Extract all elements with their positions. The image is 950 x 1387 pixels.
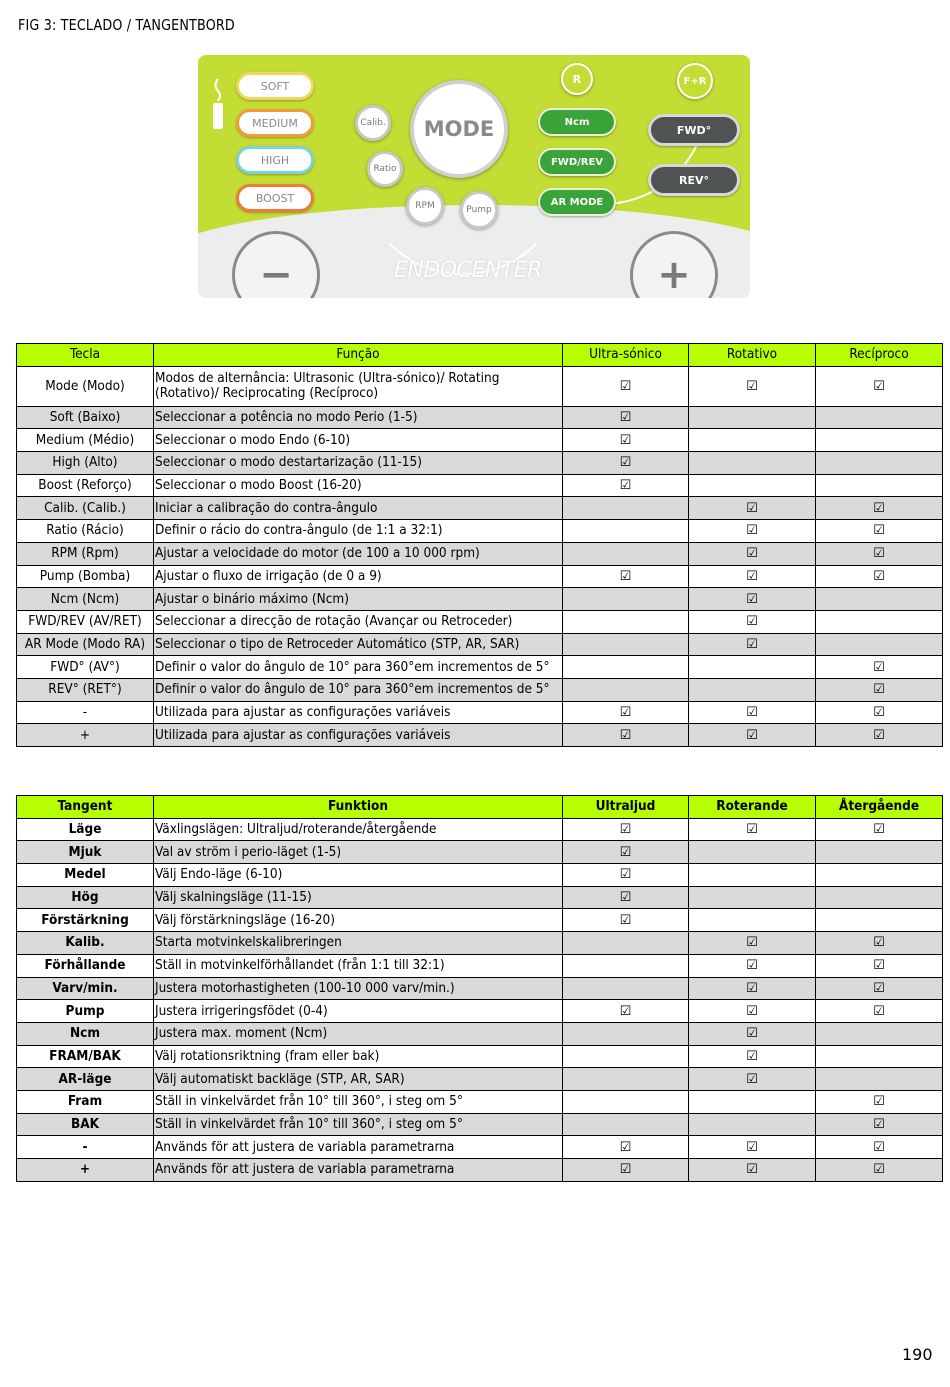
key-cell: Fram bbox=[17, 1090, 154, 1113]
key-cell: REV° (RET°) bbox=[17, 678, 154, 701]
reciprocating-check-cell bbox=[816, 633, 943, 656]
reciprocating-check-cell: ☑ bbox=[816, 818, 943, 841]
key-cell: Boost (Reforço) bbox=[17, 474, 154, 497]
rotating-check-cell bbox=[689, 886, 816, 909]
ultrasonic-check-cell bbox=[563, 1090, 689, 1113]
rotating-check-cell bbox=[689, 474, 816, 497]
rotating-check-cell: ☑ bbox=[689, 818, 816, 841]
ultrasonic-check-cell bbox=[563, 610, 689, 633]
reciprocating-check-cell bbox=[816, 1022, 943, 1045]
function-cell: Seleccionar o modo Endo (6-10) bbox=[154, 429, 563, 452]
table-row bbox=[17, 977, 943, 1000]
ultrasonic-check-cell bbox=[563, 542, 689, 565]
ultrasonic-check-cell bbox=[563, 932, 689, 955]
table-row bbox=[17, 1113, 943, 1136]
table-row bbox=[17, 909, 943, 932]
ultrasonic-check-cell bbox=[563, 633, 689, 656]
key-cell: FWD/REV (AV/RET) bbox=[17, 610, 154, 633]
key-cell: Varv/min. bbox=[17, 977, 154, 1000]
rotating-check-cell bbox=[689, 864, 816, 887]
rotating-check-cell: ☑ bbox=[689, 932, 816, 955]
rotating-check-cell: ☑ bbox=[689, 1022, 816, 1045]
function-cell: Används för att justera de variabla parametrarna bbox=[154, 1159, 563, 1182]
ultrasonic-check-cell: ☑ bbox=[563, 474, 689, 497]
table-row bbox=[17, 588, 943, 611]
page-number: 190 bbox=[902, 1345, 933, 1364]
key-cell: - bbox=[17, 1136, 154, 1159]
rotating-check-cell: ☑ bbox=[689, 1159, 816, 1182]
key-cell: Förstärkning bbox=[17, 909, 154, 932]
function-cell: Definir o rácio do contra-ângulo (de 1:1 a 32:1) bbox=[154, 520, 563, 543]
rotating-check-cell bbox=[689, 656, 816, 679]
ultrasonic-check-cell bbox=[563, 1022, 689, 1045]
ultrasonic-check-cell: ☑ bbox=[563, 886, 689, 909]
col-header-key: Tangent bbox=[17, 796, 154, 819]
ultrasonic-check-cell: ☑ bbox=[563, 864, 689, 887]
function-cell: Används för att justera de variabla parametrarna bbox=[154, 1136, 563, 1159]
key-cell: Medel bbox=[17, 864, 154, 887]
calib-button[interactable]: Calib. bbox=[355, 105, 391, 141]
ultrasonic-check-cell: ☑ bbox=[563, 701, 689, 724]
ultrasonic-check-cell bbox=[563, 497, 689, 520]
reciprocating-check-cell: ☑ bbox=[816, 954, 943, 977]
rotating-check-cell: ☑ bbox=[689, 542, 816, 565]
col-header-reciprocating: Återgående bbox=[816, 796, 943, 819]
rotating-check-cell: ☑ bbox=[689, 520, 816, 543]
keys-table-swedish bbox=[16, 795, 943, 1182]
rotating-check-cell bbox=[689, 429, 816, 452]
ultrasonic-check-cell bbox=[563, 1068, 689, 1091]
table-row bbox=[17, 610, 943, 633]
medium-button[interactable]: MEDIUM bbox=[236, 109, 314, 137]
pump-button[interactable]: Pump bbox=[460, 191, 498, 229]
rotating-check-cell: ☑ bbox=[689, 1000, 816, 1023]
table-row bbox=[17, 932, 943, 955]
function-cell: Utilizada para ajustar as configurações variáveis bbox=[154, 701, 563, 724]
function-cell: Ajustar o binário máximo (Ncm) bbox=[154, 588, 563, 611]
table-row bbox=[17, 818, 943, 841]
key-cell: Medium (Médio) bbox=[17, 429, 154, 452]
ultrasonic-check-cell bbox=[563, 1113, 689, 1136]
handpiece-icon bbox=[210, 77, 226, 137]
key-cell: - bbox=[17, 701, 154, 724]
reciprocating-check-cell bbox=[816, 588, 943, 611]
reciprocating-check-cell: ☑ bbox=[816, 932, 943, 955]
reciprocating-check-cell: ☑ bbox=[816, 977, 943, 1000]
ultrasonic-check-cell bbox=[563, 954, 689, 977]
table-row bbox=[17, 656, 943, 679]
table-row bbox=[17, 406, 943, 429]
ultrasonic-check-cell: ☑ bbox=[563, 366, 689, 406]
reciprocating-check-cell: ☑ bbox=[816, 678, 943, 701]
ultrasonic-check-cell bbox=[563, 520, 689, 543]
reciprocating-check-cell bbox=[816, 886, 943, 909]
function-cell: Ajustar o fluxo de irrigação (de 0 a 9) bbox=[154, 565, 563, 588]
col-header-rotating: Rotativo bbox=[689, 344, 816, 367]
reciprocating-check-cell: ☑ bbox=[816, 701, 943, 724]
rotating-check-cell: ☑ bbox=[689, 633, 816, 656]
rotating-check-cell bbox=[689, 452, 816, 475]
table-row bbox=[17, 841, 943, 864]
table-header-row bbox=[17, 344, 943, 367]
reciprocating-check-cell: ☑ bbox=[816, 520, 943, 543]
table-row bbox=[17, 565, 943, 588]
ultrasonic-check-cell: ☑ bbox=[563, 1000, 689, 1023]
key-cell: Ratio (Rácio) bbox=[17, 520, 154, 543]
col-header-ultrasonic: Ultra-sónico bbox=[563, 344, 689, 367]
function-cell: Välj rotationsriktning (fram eller bak) bbox=[154, 1045, 563, 1068]
function-cell: Ställ in vinkelvärdet från 10° till 360°, i steg om 5° bbox=[154, 1113, 563, 1136]
table-row bbox=[17, 701, 943, 724]
table-row bbox=[17, 520, 943, 543]
key-cell: + bbox=[17, 724, 154, 747]
function-cell: Modos de alternância: Ultrasonic (Ultra-sónico)/ Rotating (Rotativo)/ Reciprocating (Recíproco) bbox=[154, 366, 563, 406]
ultrasonic-check-cell bbox=[563, 678, 689, 701]
key-cell: Pump bbox=[17, 1000, 154, 1023]
ultrasonic-check-cell bbox=[563, 1045, 689, 1068]
ultrasonic-check-cell: ☑ bbox=[563, 841, 689, 864]
reciprocating-check-cell bbox=[816, 452, 943, 475]
ultrasonic-check-cell: ☑ bbox=[563, 406, 689, 429]
function-cell: Seleccionar o tipo de Retroceder Automático (STP, AR, SAR) bbox=[154, 633, 563, 656]
reciprocating-check-cell: ☑ bbox=[816, 1000, 943, 1023]
reciprocating-check-cell: ☑ bbox=[816, 656, 943, 679]
function-cell: Ajustar a velocidade do motor (de 100 a 10 000 rpm) bbox=[154, 542, 563, 565]
function-cell: Välj automatiskt backläge (STP, AR, SAR) bbox=[154, 1068, 563, 1091]
key-cell: RPM (Rpm) bbox=[17, 542, 154, 565]
ultrasonic-check-cell bbox=[563, 656, 689, 679]
rotating-check-cell: ☑ bbox=[689, 1045, 816, 1068]
table-header-row bbox=[17, 796, 943, 819]
table-row bbox=[17, 1090, 943, 1113]
f-r-indicator: F+R bbox=[677, 63, 713, 99]
function-cell: Justera max. moment (Ncm) bbox=[154, 1022, 563, 1045]
reciprocating-check-cell bbox=[816, 1045, 943, 1068]
function-cell: Definir o valor do ângulo de 10° para 360°em incrementos de 5° bbox=[154, 656, 563, 679]
function-cell: Iniciar a calibração do contra-ângulo bbox=[154, 497, 563, 520]
ultrasonic-check-cell: ☑ bbox=[563, 909, 689, 932]
rotating-check-cell bbox=[689, 406, 816, 429]
table-row bbox=[17, 1068, 943, 1091]
ratio-button[interactable]: Ratio bbox=[367, 151, 403, 187]
col-header-function: Funktion bbox=[154, 796, 563, 819]
table-row bbox=[17, 1000, 943, 1023]
col-header-key: Tecla bbox=[17, 344, 154, 367]
function-cell: Växlingslägen: Ultraljud/roterande/återgående bbox=[154, 818, 563, 841]
reciprocating-check-cell bbox=[816, 610, 943, 633]
plus-button[interactable]: + bbox=[630, 231, 718, 298]
function-cell: Välj skalningsläge (11-15) bbox=[154, 886, 563, 909]
table-row bbox=[17, 542, 943, 565]
key-cell: BAK bbox=[17, 1113, 154, 1136]
function-cell: Välj förstärkningsläge (16-20) bbox=[154, 909, 563, 932]
table-row bbox=[17, 1159, 943, 1182]
keypad-image bbox=[198, 55, 750, 298]
ultrasonic-check-cell: ☑ bbox=[563, 452, 689, 475]
reciprocating-check-cell: ☑ bbox=[816, 1136, 943, 1159]
rpm-button[interactable]: RPM bbox=[406, 187, 444, 225]
reciprocating-check-cell: ☑ bbox=[816, 497, 943, 520]
function-cell: Justera motorhastigheten (100-10 000 varv/min.) bbox=[154, 977, 563, 1000]
function-cell: Seleccionar o modo Boost (16-20) bbox=[154, 474, 563, 497]
rotating-check-cell bbox=[689, 909, 816, 932]
function-cell: Definir o valor do ângulo de 10° para 360°em incrementos de 5° bbox=[154, 678, 563, 701]
ultrasonic-check-cell: ☑ bbox=[563, 565, 689, 588]
reciprocating-check-cell: ☑ bbox=[816, 1159, 943, 1182]
key-cell: FRAM/BAK bbox=[17, 1045, 154, 1068]
reciprocating-check-cell bbox=[816, 909, 943, 932]
reciprocating-check-cell bbox=[816, 841, 943, 864]
reciprocating-check-cell bbox=[816, 864, 943, 887]
rotating-check-cell: ☑ bbox=[689, 1068, 816, 1091]
function-cell: Seleccionar a potência no modo Perio (1-5) bbox=[154, 406, 563, 429]
table-row bbox=[17, 954, 943, 977]
ar-mode-button[interactable]: AR MODE bbox=[538, 188, 616, 216]
r-indicator: R bbox=[561, 63, 593, 95]
table-row bbox=[17, 474, 943, 497]
ncm-button[interactable]: Ncm bbox=[538, 108, 616, 136]
key-cell: Läge bbox=[17, 818, 154, 841]
reciprocating-check-cell bbox=[816, 1068, 943, 1091]
reciprocating-check-cell bbox=[816, 406, 943, 429]
rotating-check-cell: ☑ bbox=[689, 588, 816, 611]
table-row bbox=[17, 1136, 943, 1159]
table-row bbox=[17, 633, 943, 656]
high-button[interactable]: HIGH bbox=[236, 146, 314, 174]
col-header-ultrasonic: Ultraljud bbox=[563, 796, 689, 819]
table-row bbox=[17, 724, 943, 747]
key-cell: Ncm bbox=[17, 1022, 154, 1045]
key-cell: High (Alto) bbox=[17, 452, 154, 475]
rotating-check-cell: ☑ bbox=[689, 1136, 816, 1159]
key-cell: Soft (Baixo) bbox=[17, 406, 154, 429]
fwd-rev-button[interactable]: FWD/REV bbox=[538, 148, 616, 176]
mode-button[interactable]: MODE bbox=[410, 80, 508, 178]
rotating-check-cell bbox=[689, 678, 816, 701]
rotating-check-cell: ☑ bbox=[689, 954, 816, 977]
rotating-check-cell: ☑ bbox=[689, 977, 816, 1000]
table-row bbox=[17, 886, 943, 909]
reciprocating-check-cell: ☑ bbox=[816, 542, 943, 565]
rotating-check-cell bbox=[689, 841, 816, 864]
rotating-check-cell: ☑ bbox=[689, 366, 816, 406]
reciprocating-check-cell: ☑ bbox=[816, 724, 943, 747]
ultrasonic-check-cell: ☑ bbox=[563, 818, 689, 841]
key-cell: Förhållande bbox=[17, 954, 154, 977]
function-cell: Val av ström i perio-läget (1-5) bbox=[154, 841, 563, 864]
col-header-reciprocating: Recíproco bbox=[816, 344, 943, 367]
key-cell: AR-läge bbox=[17, 1068, 154, 1091]
function-cell: Utilizada para ajustar as configurações variáveis bbox=[154, 724, 563, 747]
reciprocating-check-cell: ☑ bbox=[816, 1090, 943, 1113]
key-cell: FWD° (AV°) bbox=[17, 656, 154, 679]
rotating-check-cell: ☑ bbox=[689, 701, 816, 724]
function-cell: Välj Endo-läge (6-10) bbox=[154, 864, 563, 887]
ultrasonic-check-cell bbox=[563, 977, 689, 1000]
table-row bbox=[17, 497, 943, 520]
table-row bbox=[17, 678, 943, 701]
rotating-check-cell bbox=[689, 1090, 816, 1113]
rotating-check-cell: ☑ bbox=[689, 724, 816, 747]
rotating-check-cell: ☑ bbox=[689, 497, 816, 520]
ultrasonic-check-cell: ☑ bbox=[563, 724, 689, 747]
rotating-check-cell: ☑ bbox=[689, 565, 816, 588]
function-cell: Starta motvinkelskalibreringen bbox=[154, 932, 563, 955]
key-cell: Pump (Bomba) bbox=[17, 565, 154, 588]
ultrasonic-check-cell: ☑ bbox=[563, 1159, 689, 1182]
rotating-check-cell bbox=[689, 1113, 816, 1136]
function-cell: Justera irrigeringsfödet (0-4) bbox=[154, 1000, 563, 1023]
boost-button[interactable]: BOOST bbox=[236, 184, 314, 212]
col-header-function: Função bbox=[154, 344, 563, 367]
fwd-degree-button[interactable]: FWD° bbox=[648, 114, 740, 146]
rotating-check-cell: ☑ bbox=[689, 610, 816, 633]
key-cell: Hög bbox=[17, 886, 154, 909]
table-row bbox=[17, 864, 943, 887]
minus-button[interactable]: − bbox=[232, 231, 320, 298]
key-cell: Ncm (Ncm) bbox=[17, 588, 154, 611]
endocenter-logo: ENDOCENTER bbox=[394, 258, 542, 283]
ultrasonic-check-cell: ☑ bbox=[563, 429, 689, 452]
ultrasonic-check-cell bbox=[563, 588, 689, 611]
key-cell: + bbox=[17, 1159, 154, 1182]
key-cell: Mjuk bbox=[17, 841, 154, 864]
table-row bbox=[17, 452, 943, 475]
table-row bbox=[17, 366, 943, 406]
soft-button[interactable]: SOFT bbox=[236, 72, 314, 100]
reciprocating-check-cell bbox=[816, 429, 943, 452]
function-cell: Ställ in motvinkelförhållandet (från 1:1 till 32:1) bbox=[154, 954, 563, 977]
function-cell: Seleccionar o modo destartarização (11-15) bbox=[154, 452, 563, 475]
function-cell: Seleccionar a direcção de rotação (Avançar ou Retroceder) bbox=[154, 610, 563, 633]
reciprocating-check-cell: ☑ bbox=[816, 565, 943, 588]
table-row bbox=[17, 429, 943, 452]
rev-degree-button[interactable]: REV° bbox=[648, 164, 740, 196]
keys-table-portuguese bbox=[16, 343, 943, 747]
table-row bbox=[17, 1022, 943, 1045]
reciprocating-check-cell bbox=[816, 474, 943, 497]
reciprocating-check-cell: ☑ bbox=[816, 366, 943, 406]
key-cell: Kalib. bbox=[17, 932, 154, 955]
key-cell: AR Mode (Modo RA) bbox=[17, 633, 154, 656]
key-cell: Calib. (Calib.) bbox=[17, 497, 154, 520]
reciprocating-check-cell: ☑ bbox=[816, 1113, 943, 1136]
figure-title: FIG 3: TECLADO / TANGENTBORD bbox=[18, 16, 235, 34]
ultrasonic-check-cell: ☑ bbox=[563, 1136, 689, 1159]
key-cell: Mode (Modo) bbox=[17, 366, 154, 406]
table-row bbox=[17, 1045, 943, 1068]
function-cell: Ställ in vinkelvärdet från 10° till 360°, i steg om 5° bbox=[154, 1090, 563, 1113]
col-header-rotating: Roterande bbox=[689, 796, 816, 819]
